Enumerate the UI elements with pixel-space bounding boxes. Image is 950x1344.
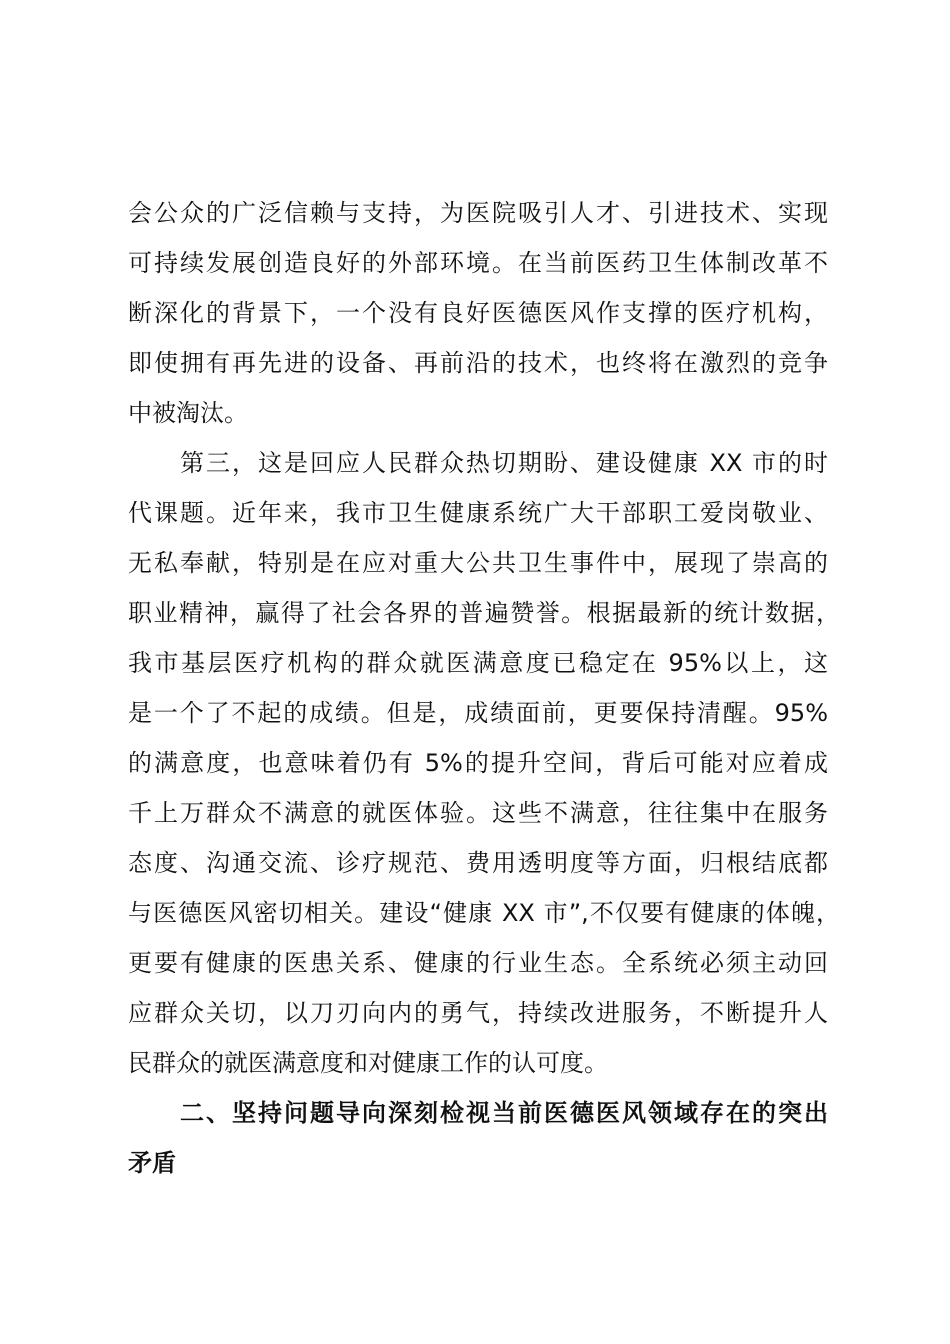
paragraph-line: 代课题。近年来，我市卫生健康系统广大干部职工爱岗敬业、 [128,499,828,527]
paragraph-line: 更要有健康的医患关系、健康的行业生态。全系统必须主动回 [128,949,828,977]
paragraph-line: 无私奉献，特别是在应对重大公共卫生事件中，展现了崇高的 [128,549,828,577]
paragraph-line: 职业精神，赢得了社会各界的普遍赞誉。根据最新的统计数据， [128,599,840,627]
paragraph-line: 千上万群众不满意的就医体验。这些不满意，往往集中在服务 [128,799,828,827]
paragraph-line: 我市基层医疗机构的群众就医满意度已稳定在 95%以上，这 [128,649,828,677]
paragraph-line: 会公众的广泛信赖与支持，为医院吸引人才、引进技术、实现 [128,199,828,227]
paragraph-line: 可持续发展创造良好的外部环境。在当前医药卫生体制改革不 [128,249,828,277]
paragraph-line: 即使拥有再先进的设备、再前沿的技术，也终将在激烈的竞争 [128,349,828,377]
section-heading: 二、坚持问题导向深刻检视当前医德医风领域存在的突出 [180,1099,828,1127]
paragraph-line: 中被淘汰。 [128,399,248,427]
paragraph-line: 第三，这是回应人民群众热切期盼、建设健康 XX 市的时 [180,449,828,477]
section-heading: 矛盾 [128,1149,176,1177]
paragraph-line: 是一个了不起的成绩。但是，成绩面前，更要保持清醒。95% [128,699,828,727]
paragraph-line: 与医德医风密切相关。建设“健康 XX 市”,不仅要有健康的体魄， [128,899,840,927]
paragraph-line: 的满意度，也意味着仍有 5%的提升空间，背后可能对应着成 [128,749,828,777]
paragraph-line: 态度、沟通交流、诊疗规范、费用透明度等方面，归根结底都 [128,849,828,877]
paragraph-line: 民群众的就医满意度和对健康工作的认可度。 [128,1049,608,1077]
paragraph-line: 断深化的背景下，一个没有良好医德医风作支撑的医疗机构， [128,299,828,327]
paragraph-line: 应群众关切，以刀刃向内的勇气，持续改进服务，不断提升人 [128,999,828,1027]
